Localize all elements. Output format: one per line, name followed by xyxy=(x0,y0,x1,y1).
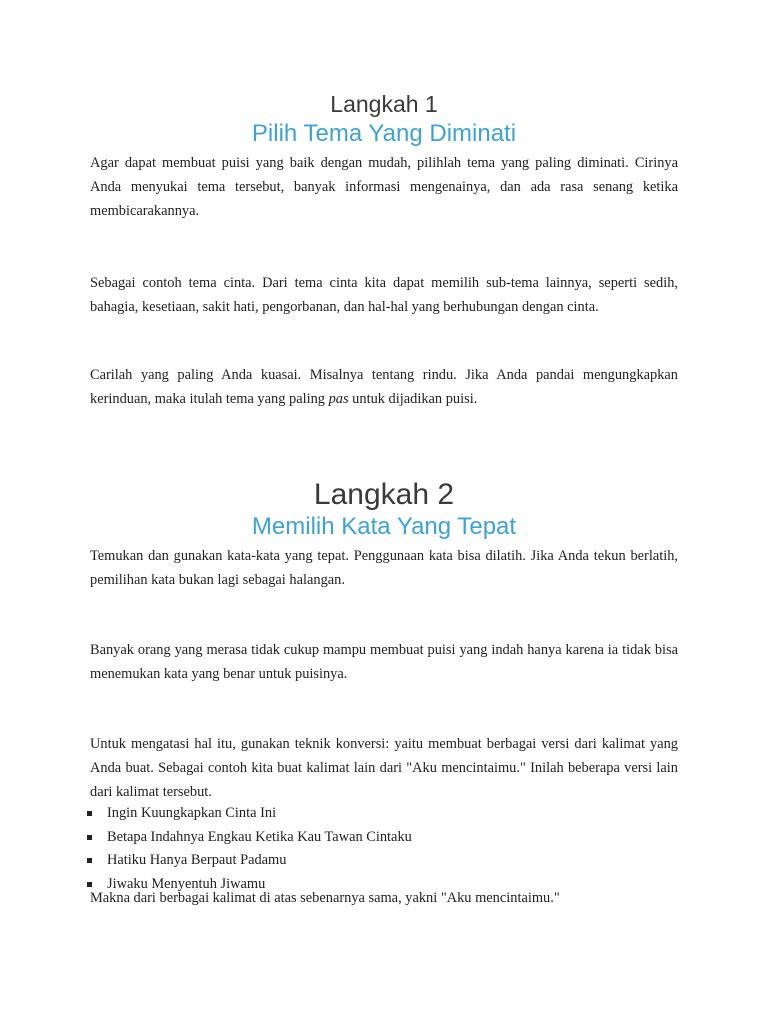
step-2-heading: Langkah 2 xyxy=(313,478,455,511)
square-bullet-icon xyxy=(87,835,92,840)
list-item-text: Betapa Indahnya Engkau Ketika Kau Tawan Cintaku xyxy=(107,828,412,845)
step-2-paragraph-3: Untuk mengatasi hal itu, gunakan teknik konversi: yaitu membuat berbagai versi dari kalimat yang Anda buat. Sebagai contoh kita buat kalimat lain dari "Aku mencintaimu." Inilah beberapa versi lain dari kalimat tersebut. xyxy=(90,736,678,800)
step-1-paragraph-3-emphasis: pas xyxy=(328,391,349,407)
step-2-closing-paragraph: Makna dari berbagai kalimat di atas sebenarnya sama, yakni "Aku mencintaimu." xyxy=(90,890,560,906)
square-bullet-icon xyxy=(87,882,92,887)
list-item-text: Ingin Kuungkapkan Cinta Ini xyxy=(107,805,277,821)
step-2-subheading: Memilih Kata Yang Tepat xyxy=(251,513,517,540)
step-1-paragraph-3-text-before: Carilah yang paling Anda kuasai. Misalnya tentang rindu. Jika Anda pandai mengungkapkan kerinduan, maka itulah tema yang paling xyxy=(90,367,678,407)
step-1-subheading: Pilih Tema Yang Diminati xyxy=(251,120,517,147)
list-item xyxy=(84,802,684,826)
step-2-paragraph-2: Banyak orang yang merasa tidak cukup mampu membuat puisi yang indah hanya karena ia tidak bisa menemukan kata yang benar untuk puisinya. xyxy=(90,642,678,682)
step-1-paragraph-3 xyxy=(90,363,678,411)
step-1-paragraph-3-text-after: untuk dijadikan puisi. xyxy=(348,391,478,407)
square-bullet-icon xyxy=(87,858,92,863)
list-item xyxy=(84,826,684,850)
list-item-text: Hatiku Hanya Berpaut Padamu xyxy=(107,852,287,868)
square-bullet-icon xyxy=(87,811,92,816)
list-item-text: Jiwaku Menyentuh Jiwamu xyxy=(107,875,266,892)
step-1-paragraph-2: Sebagai contoh tema cinta. Dari tema cinta kita dapat memilih sub-tema lainnya, seperti sedih, bahagia, kesetiaan, sakit hati, pengorbanan, dan hal-hal yang berhubungan dengan cinta. xyxy=(90,275,678,315)
example-sentence-list xyxy=(84,802,684,896)
step-1-paragraph-1: Agar dapat membuat puisi yang baik dengan mudah, pilihlah tema yang paling diminati. Cirinya Anda menyukai tema tersebut, banyak informasi mengenainya, dan ada rasa senang ketika membicarakannya. xyxy=(90,155,678,219)
step-2-paragraph-1: Temukan dan gunakan kata-kata yang tepat. Penggunaan kata bisa dilatih. Jika Anda tekun berlatih, pemilihan kata bukan lagi sebagai halangan. xyxy=(90,548,678,588)
step-1-heading: Langkah 1 xyxy=(330,91,438,117)
list-item xyxy=(84,849,684,873)
